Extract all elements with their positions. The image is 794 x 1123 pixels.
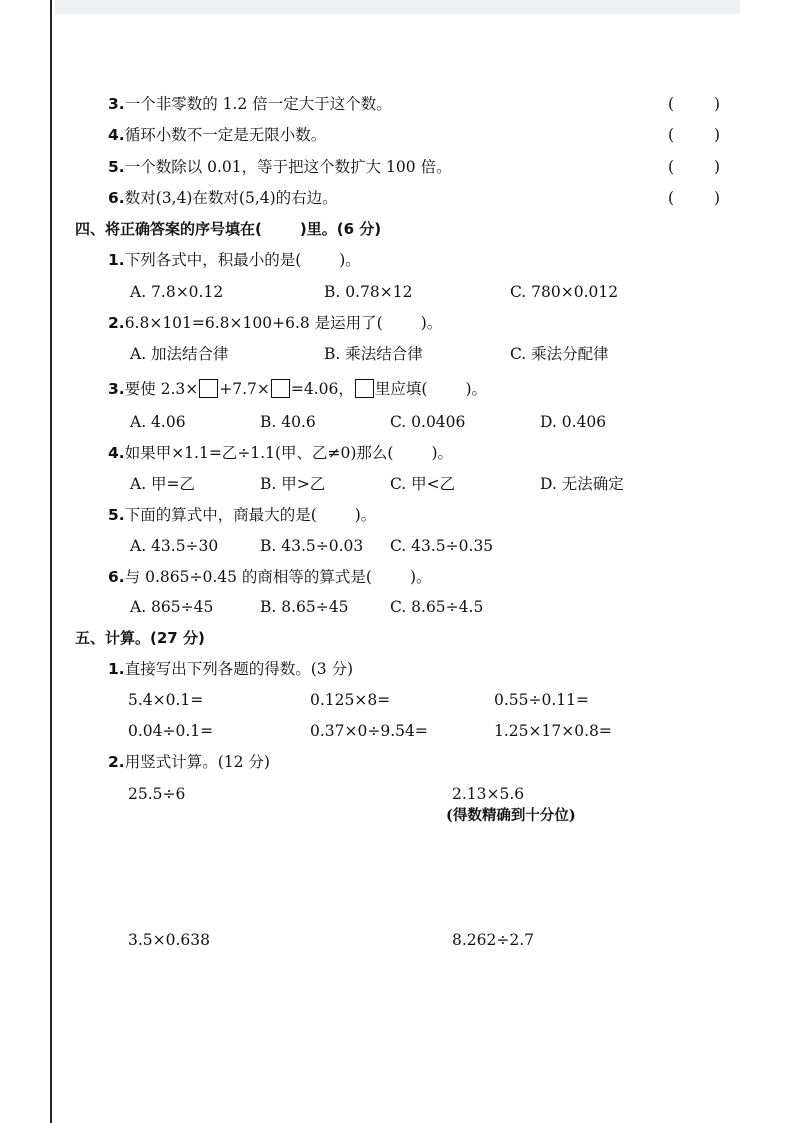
option-b[interactable]: B. 乘法结合律	[324, 345, 423, 363]
option-c[interactable]: C. 780×0.012	[510, 283, 619, 301]
option-a[interactable]: A. 865÷45	[130, 598, 214, 616]
option-a[interactable]: A. 4.06	[130, 413, 186, 431]
item-text: 循环小数不一定是无限小数。	[124, 126, 327, 144]
mental-math-item[interactable]: 0.125×8=	[310, 691, 391, 709]
option-b[interactable]: B. 40.6	[260, 413, 316, 431]
blank-box[interactable]	[271, 379, 290, 398]
mental-math-item[interactable]: 0.04÷0.1=	[128, 722, 214, 740]
item-text: 一个非零数的 1.2 倍一定大于这个数。	[124, 95, 392, 113]
top-band	[55, 0, 740, 14]
binding-margin-line	[50, 0, 52, 1123]
item-text: 一个数除以 0.01，等于把这个数扩大 100 倍。	[124, 158, 452, 176]
vertical-calc-item[interactable]: 8.262÷2.7	[452, 931, 535, 949]
answer-paren[interactable]: ( )	[668, 189, 720, 207]
item-number: 4.	[108, 126, 125, 144]
q4-2: 2.6.8×101=6.8×100+6.8 是运用了( )。	[108, 314, 443, 332]
blank-box[interactable]	[355, 379, 374, 398]
option-c[interactable]: C. 0.0406	[390, 413, 466, 431]
option-b[interactable]: B. 甲>乙	[260, 475, 326, 493]
answer-paren[interactable]: ( )	[668, 95, 720, 113]
option-b[interactable]: B. 43.5÷0.03	[260, 537, 364, 555]
option-c[interactable]: C. 甲<乙	[390, 475, 456, 493]
option-b[interactable]: B. 8.65÷45	[260, 598, 349, 616]
option-a[interactable]: A. 7.8×0.12	[130, 283, 224, 301]
mental-math-item[interactable]: 0.55÷0.11=	[494, 691, 589, 709]
option-a[interactable]: A. 43.5÷30	[130, 537, 219, 555]
q4-5: 5.下面的算式中，商最大的是( )。	[108, 506, 377, 524]
answer-paren[interactable]: ( )	[668, 126, 720, 144]
option-c[interactable]: C. 43.5÷0.35	[390, 537, 494, 555]
q4-3: 3.要使 2.3× +7.7× =4.06， 里应填( )。	[108, 380, 488, 398]
judge-item-3	[108, 93, 392, 115]
judge-item-4	[108, 124, 326, 146]
item-text: 数对(3,4)在数对(5,4)的右边。	[124, 189, 338, 207]
answer-paren[interactable]: ( )	[668, 158, 720, 176]
option-c[interactable]: C. 乘法分配律	[510, 345, 609, 363]
q4-6: 6.与 0.865÷0.45 的商相等的算式是( )。	[108, 568, 432, 586]
option-a[interactable]: A. 加法结合律	[130, 345, 229, 363]
vertical-calc-item[interactable]: 3.5×0.638	[128, 931, 211, 949]
mental-math-item[interactable]: 1.25×17×0.8=	[494, 722, 612, 740]
judge-item-5	[108, 156, 452, 178]
option-d[interactable]: D. 无法确定	[540, 475, 624, 493]
p5-1-heading: 1.直接写出下列各题的得数。(3 分)	[108, 660, 354, 678]
option-a[interactable]: A. 甲=乙	[130, 475, 196, 493]
item-number: 6.	[108, 189, 125, 207]
section-5-title: 五、计算。(27 分)	[75, 629, 205, 647]
judge-item-6	[108, 187, 338, 209]
q4-4: 4.如果甲×1.1=乙÷1.1(甲、乙≠0)那么( )。	[108, 444, 454, 462]
option-b[interactable]: B. 0.78×12	[324, 283, 413, 301]
q4-1: 1.下列各式中，积最小的是( )。	[108, 251, 361, 269]
section-4-title: 四、将正确答案的序号填在( )里。(6 分)	[75, 220, 382, 238]
precision-note: (得数精确到十分位)	[446, 807, 576, 824]
vertical-calc-item[interactable]: 25.5÷6	[128, 785, 186, 803]
option-c[interactable]: C. 8.65÷4.5	[390, 598, 484, 616]
vertical-calc-item[interactable]: 2.13×5.6	[452, 785, 525, 803]
mental-math-item[interactable]: 0.37×0÷9.54=	[310, 722, 428, 740]
option-d[interactable]: D. 0.406	[540, 413, 607, 431]
p5-2-heading: 2.用竖式计算。(12 分)	[108, 753, 270, 771]
item-number: 5.	[108, 158, 125, 176]
item-number: 3.	[108, 95, 125, 113]
blank-box[interactable]	[199, 379, 218, 398]
mental-math-item[interactable]: 5.4×0.1=	[128, 691, 204, 709]
